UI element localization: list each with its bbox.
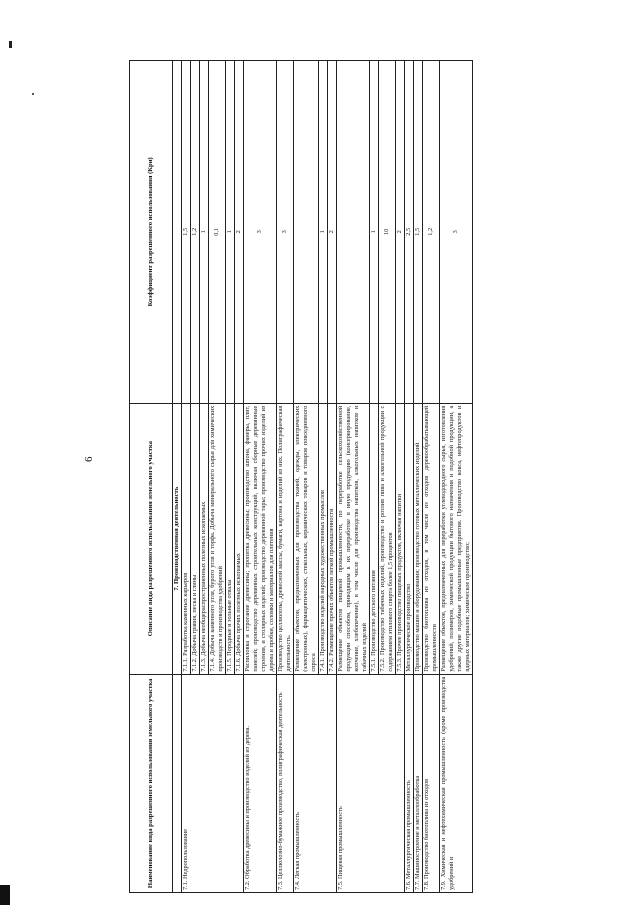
row-name: 7.2. Обработка древесины и производство изделий из дерева.: [244, 674, 277, 892]
row-coefficient: 1,5: [414, 61, 423, 404]
row-description: Производство целлюлозы, древесной массы, бумаги, картона и изделий из них. Полиграфическая деятельность.: [277, 403, 294, 674]
row-description: 7.1.5. Породные и зольные отвалы: [226, 403, 235, 674]
row-coefficient: 2: [328, 61, 337, 404]
row-description: Распиловка и строгание древесины; пропитка древесины; производство шпона, фанеры, плит, панелей; производство деревянных строительных конструкций, включая сборные деревянные строения, и столярных изделий; производство деревянной тары; производство прочих изделий из дерева и пробки, соломки и материалов для плетения: [244, 403, 277, 674]
row-description: 7.5.3. Прочее производство пищевых продуктов, включая напитки: [396, 403, 405, 674]
row-coefficient: 10: [379, 61, 396, 404]
row-name: 7.9. Химическая и нефтехимическая промышленность (кроме производства удобрений и: [440, 674, 473, 892]
row-description: 7.4.2. Размещение прочих объектов легкой промышленности: [328, 403, 337, 674]
row-coefficient: 2: [396, 61, 405, 404]
row-description: 7.1.2. Добыча гравия, песка и глины: [191, 403, 200, 674]
table-row: [244, 61, 277, 893]
table-row: [440, 61, 473, 893]
row-description: 7.1.6. Добыча прочих полезных ископаемых: [235, 403, 244, 674]
row-name: 7.1. Недропользование: [182, 674, 244, 892]
row-description: 7.4.1. Производство изделий народных художественных промыслов: [319, 403, 328, 674]
row-coefficient: 2,5: [405, 61, 414, 404]
row-description: 7.1.3. Добыча необщераспространенных полезных ископаемых: [200, 403, 209, 674]
row-coefficient: 1,5: [182, 61, 191, 404]
section-title: 7. Производственная деятельность: [173, 403, 182, 674]
row-coefficient: 1: [200, 61, 209, 404]
section-blank-cell: [173, 674, 182, 892]
row-coefficient: 1,2: [191, 61, 200, 404]
row-coefficient: 1: [226, 61, 235, 404]
table-row: [423, 61, 440, 893]
row-description: Размещение объектов, предназначенных для производства тканей, одежды, электрических (электронных), фармацевтических, стекольных, керамических товаров и товаров повседневного спроса: [294, 403, 319, 674]
row-description: 7.5.1. Производство детского питания: [370, 403, 379, 674]
table-row: [405, 61, 414, 893]
table-row: [182, 61, 191, 893]
row-description: Производство биотоплива из отходов, в том числе из отходов деревообрабатывающей промышленности: [423, 403, 440, 674]
row-name: 7.8. Производство биотоплива из отходов: [423, 674, 440, 892]
table-row: [337, 61, 370, 893]
table-row: [294, 61, 319, 893]
section-blank-cell: [173, 61, 182, 404]
row-description: 7.1.4. Добыча каменного угля, бурого угля и торфа. Добыча минерального сырья для химических производств и производства удобрений: [209, 403, 226, 674]
row-description: Металлургическое производство: [405, 403, 414, 674]
page-number: 6: [83, 456, 95, 462]
row-coefficient: 3: [440, 61, 473, 404]
header-description: Описание вида разрешенного использования земельного участка: [130, 403, 173, 674]
table-header-row: [130, 61, 173, 893]
row-description: Размещение объектов, предназначенных для переработки углеводородного сырья, изготовления удобрений, полимеров, химической продукции бытового назначения и подобной продукции, а также другие подобные промышленные предприятия. Производство кокса, нефтепродуктов и ядерных материалов; химическое производство;: [440, 403, 473, 674]
row-coefficient: [294, 61, 319, 404]
row-coefficient: 3: [244, 61, 277, 404]
row-name: 7.3. Целлюлозно-бумажное производство, полиграфическая деятельность: [277, 674, 294, 892]
land-use-table: [129, 60, 473, 893]
row-coefficient: 1,2: [423, 61, 440, 404]
row-name: 7.4. Легкая промышленность: [294, 674, 337, 892]
row-name: 7.7. Машиностроение и металлообработка: [414, 674, 423, 892]
row-coefficient: 1: [319, 61, 328, 404]
table-row: [414, 61, 423, 893]
table-row: [277, 61, 294, 893]
row-description: Производство машин и оборудования; производство готовых металлических изделий: [414, 403, 423, 674]
header-coefficient: Коэффициент разрешенного использования (Кри): [130, 61, 173, 404]
header-name: Наименование вида разрешенного использования земельного участка: [130, 674, 173, 892]
row-coefficient: 2: [235, 61, 244, 404]
row-coefficient: [337, 61, 370, 404]
row-description: Размещение объектов пищевой промышленности, по переработке сельскохозяйственной продукции способом, приводящим к их переработке в иную продукцию (консервирование, копчение, хлебопечение), в том числе для производства напитков, алкогольных напитков и табачных изделий: [337, 403, 370, 674]
row-coefficient: 0,1: [209, 61, 226, 404]
row-coefficient: 3: [277, 61, 294, 404]
row-name: 7.6. Металлургическая промышленность: [405, 674, 414, 892]
row-name: 7.5. Пищевая промышленность: [337, 674, 405, 892]
row-description: 7.1.1. Разработка каменных карьеров: [182, 403, 191, 674]
row-coefficient: 1: [370, 61, 379, 404]
row-description: 7.5.2. Производство табачных изделий, производство и розлив пива и алкогольной продукции с содержанием этилового спирта более 1,5 процентов: [379, 403, 396, 674]
section-row: [173, 61, 182, 893]
